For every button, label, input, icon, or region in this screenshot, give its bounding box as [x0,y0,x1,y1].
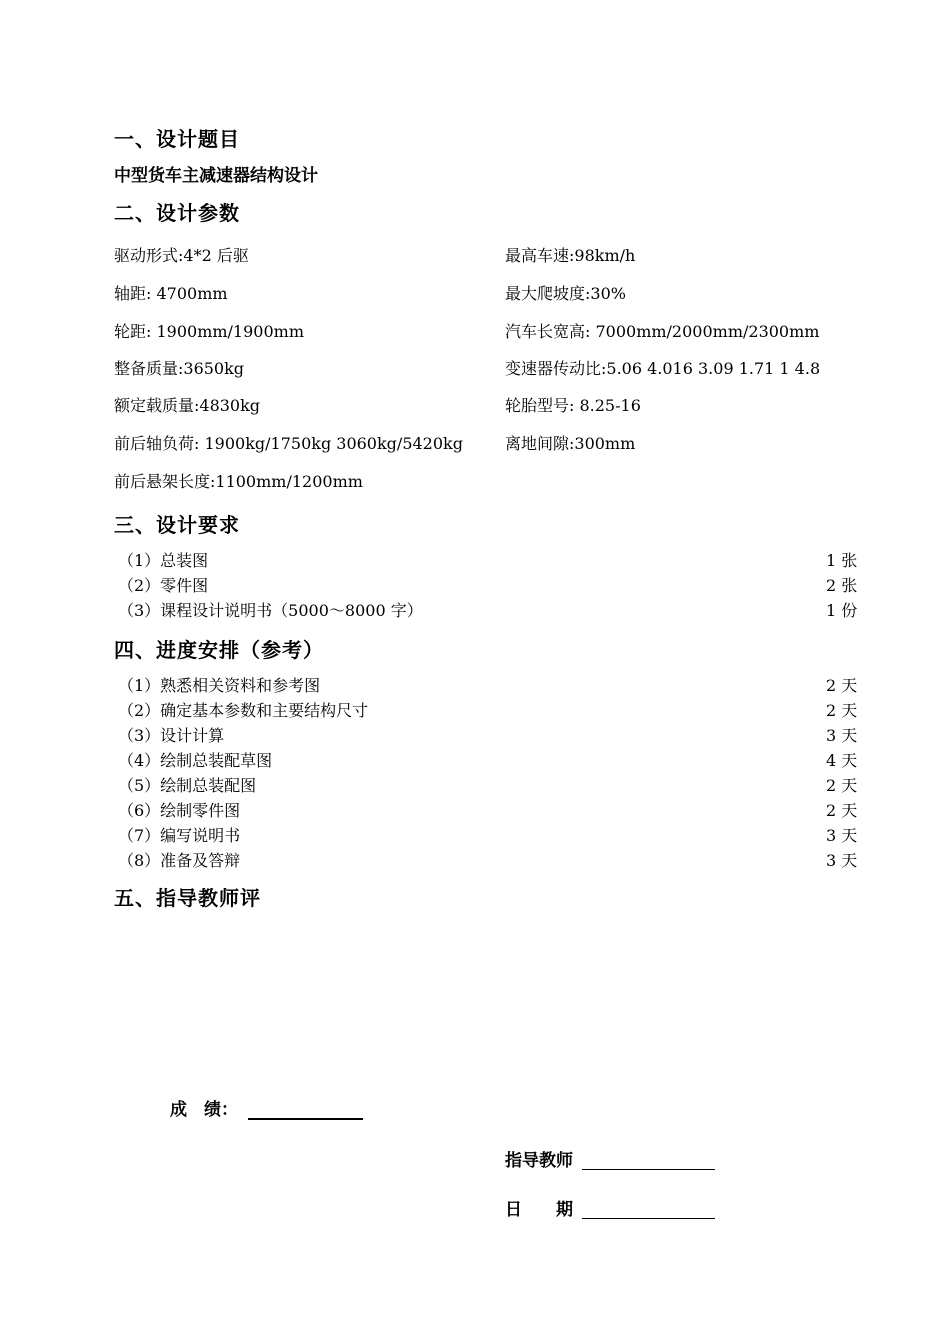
param-curb-mass: 整备质量:3650kg [114,359,245,378]
param-rated-load: 额定载质量:4830kg [114,396,261,415]
requirement-qty: 2 张 [826,576,858,595]
list-item [114,573,874,598]
schedule-task: （5）绘制总装配图 [118,776,257,795]
param-wheelbase: 轴距: 4700mm [114,284,228,303]
schedule-days: 2 天 [826,776,858,795]
schedule-task: （2）确定基本参数和主要结构尺寸 [118,701,369,720]
advisor-signature-line [582,1169,715,1170]
list-item [114,673,874,698]
grade-label: 成 绩： [170,1100,238,1120]
param-tire-model: 轮胎型号: 8.25-16 [505,396,641,415]
param-overhang: 前后悬架长度:1100mm/1200mm [114,472,363,491]
grade-blank-line [248,1118,363,1120]
param-dimensions: 汽车长宽高: 7000mm/2000mm/2300mm [505,322,820,341]
list-item [114,848,874,873]
list-item [114,773,874,798]
list-item [114,598,874,623]
section-heading-advisor-comments: 五、指导教师评 [114,886,261,910]
list-item [114,823,874,848]
param-ground-clearance: 离地间隙:300mm [505,434,636,453]
requirement-label: （2）零件图 [118,576,209,595]
param-gear-ratios: 变速器传动比:5.06 4.016 3.09 1.71 1 4.8 [505,359,821,378]
schedule-days: 3 天 [826,726,858,745]
schedule-days: 4 天 [826,751,858,770]
list-item [114,723,874,748]
param-axle-load: 前后轴负荷: 1900kg/1750kg 3060kg/5420kg [114,434,463,453]
schedule-days: 2 天 [826,801,858,820]
schedule-task: （6）绘制零件图 [118,801,241,820]
requirement-label: （1）总装图 [118,551,209,570]
schedule-days: 2 天 [826,676,858,695]
section-heading-requirements: 三、设计要求 [114,513,240,537]
param-max-speed: 最高车速:98km/h [505,246,636,265]
list-item [114,548,874,573]
param-track: 轮距: 1900mm/1900mm [114,322,304,341]
section-heading-schedule: 四、进度安排（参考） [114,638,324,662]
schedule-task: （1）熟悉相关资料和参考图 [118,676,321,695]
schedule-task: （8）准备及答辩 [118,851,241,870]
section-heading-parameters: 二、设计参数 [114,201,240,225]
advisor-label: 指导教师 [505,1151,573,1171]
requirement-qty: 1 张 [826,551,858,570]
list-item [114,798,874,823]
schedule-task: （3）设计计算 [118,726,225,745]
param-max-grade: 最大爬坡度:30% [505,284,626,303]
date-line [582,1218,715,1219]
schedule-task: （4）绘制总装配草图 [118,751,273,770]
requirement-label: （3）课程设计说明书（5000～8000 字） [118,601,423,620]
requirements-list [114,548,874,623]
design-topic: 中型货车主减速器结构设计 [114,166,318,186]
list-item [114,698,874,723]
list-item [114,748,874,773]
schedule-task: （7）编写说明书 [118,826,241,845]
section-heading-topic: 一、设计题目 [114,127,240,151]
schedule-list [114,673,874,873]
requirement-qty: 1 份 [826,601,858,620]
date-label: 日 期 [505,1200,573,1220]
schedule-days: 3 天 [826,851,858,870]
schedule-days: 3 天 [826,826,858,845]
param-drive-type: 驱动形式:4*2 后驱 [114,246,249,265]
schedule-days: 2 天 [826,701,858,720]
